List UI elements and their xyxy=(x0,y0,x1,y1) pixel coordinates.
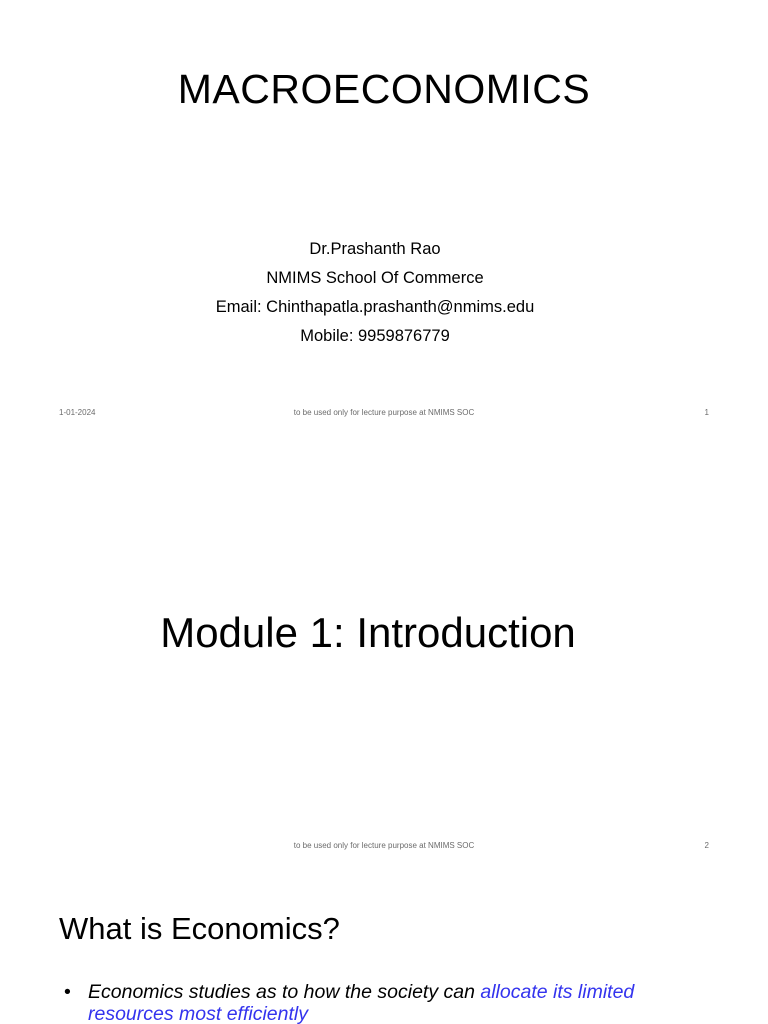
slide-2 xyxy=(0,433,768,867)
presenter-email: Email: Chinthapatla.prashanth@nmims.edu xyxy=(215,298,535,316)
slide-number: 2 xyxy=(704,841,709,850)
list-item xyxy=(64,981,704,1024)
slide-number: 1 xyxy=(704,408,709,417)
bullet-text: Economics studies as to how the society can xyxy=(88,981,481,1003)
slide-3 xyxy=(0,867,768,1024)
footer-note: to be used only for lecture purpose at NMIMS SOC xyxy=(293,841,475,850)
institution-name: NMIMS School Of Commerce xyxy=(266,269,484,287)
presenter-info xyxy=(0,235,750,351)
slide-title: MACROECONOMICS xyxy=(177,66,591,112)
slide-1 xyxy=(0,0,768,433)
presenter-name: Dr.Prashanth Rao xyxy=(309,240,441,258)
footer-date: 1-01-2024 xyxy=(59,408,96,417)
slide-title: What is Economics? xyxy=(59,911,340,946)
bullet-list xyxy=(64,981,704,1024)
footer-note: to be used only for lecture purpose at NMIMS SOC xyxy=(293,408,475,417)
bullet-highlight: allocate its limited resources most efficiently xyxy=(88,981,635,1024)
presenter-mobile: Mobile: 9959876779 xyxy=(300,327,450,345)
bullet-icon: • xyxy=(64,981,71,1003)
slide-title: Module 1: Introduction xyxy=(160,609,576,656)
